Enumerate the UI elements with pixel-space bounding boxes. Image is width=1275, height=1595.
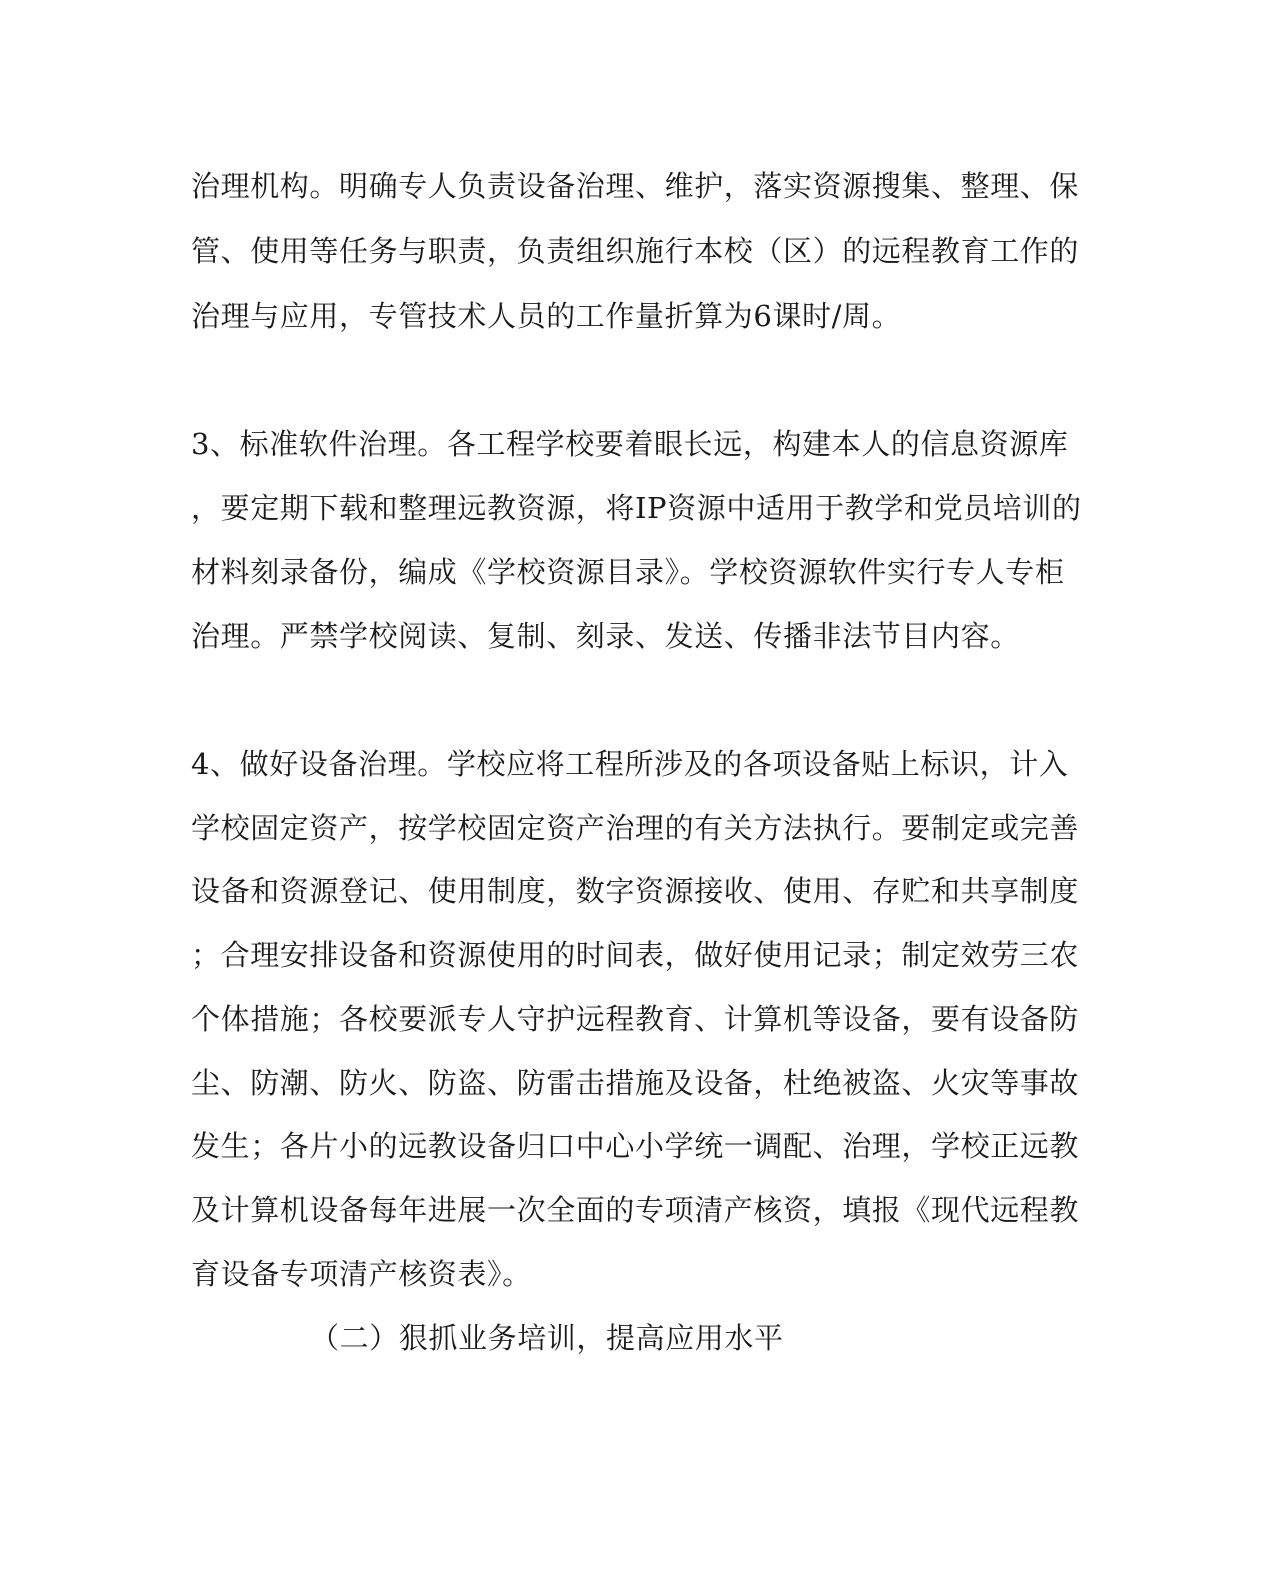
paragraph-2-line-1: 3、标准软件治理。各工程学校要着眼长远，构建本人的信息资源库 <box>191 427 1069 461</box>
paragraph-3-line-5: 个体措施；各校要派专人守护远程教育、计算机等设备，要有设备防 <box>191 1002 1080 1036</box>
paragraph-2-line-2: ，要定期下载和整理远教资源，将IP资源中适用于教学和党员培训的 <box>191 491 1082 525</box>
paragraph-3-line-3: 设备和资源登记、使用制度，数字资源接收、使用、存贮和共享制度 <box>191 874 1080 908</box>
paragraph-3-line-7: 发生；各片小的远教设备归口中心小学统一调配、治理，学校正远教 <box>191 1129 1080 1163</box>
paragraph-2-line-4: 治理。严禁学校阅读、复制、刻录、发送、传播非法节目内容。 <box>191 619 1020 653</box>
paragraph-1-line-3: 治理与应用，专管技术人员的工作量折算为6课时/周。 <box>191 299 902 333</box>
paragraph-3-line-1: 4、做好设备治理。学校应将工程所涉及的各项设备贴上标识，计入 <box>191 747 1069 781</box>
paragraph-3-line-9: 育设备专项清产核资表》。 <box>191 1257 532 1291</box>
paragraph-3-line-4: ；合理安排设备和资源使用的时间表，做好使用记录；制定效劳三农 <box>191 938 1080 972</box>
paragraph-1-line-2: 管、使用等任务与职责，负责组织施行本校（区）的远程教育工作的 <box>191 234 1080 268</box>
paragraph-1-line-1: 治理机构。明确专人负责设备治理、维护，落实资源搜集、整理、保 <box>191 169 1080 203</box>
section-heading: （二）狠抓业务培训，提高应用水平 <box>310 1321 784 1355</box>
paragraph-3-line-6: 尘、防潮、防火、防盗、防雷击措施及设备，杜绝被盗、火灾等事故 <box>191 1066 1080 1100</box>
paragraph-3-line-8: 及计算机设备每年进展一次全面的专项清产核资，填报《现代远程教 <box>191 1193 1080 1227</box>
paragraph-3-line-2: 学校固定资产，按学校固定资产治理的有关方法执行。要制定或完善 <box>191 811 1080 845</box>
paragraph-2-line-3: 材料刻录备份，编成《学校资源目录》。学校资源软件实行专人专柜 <box>191 555 1065 589</box>
